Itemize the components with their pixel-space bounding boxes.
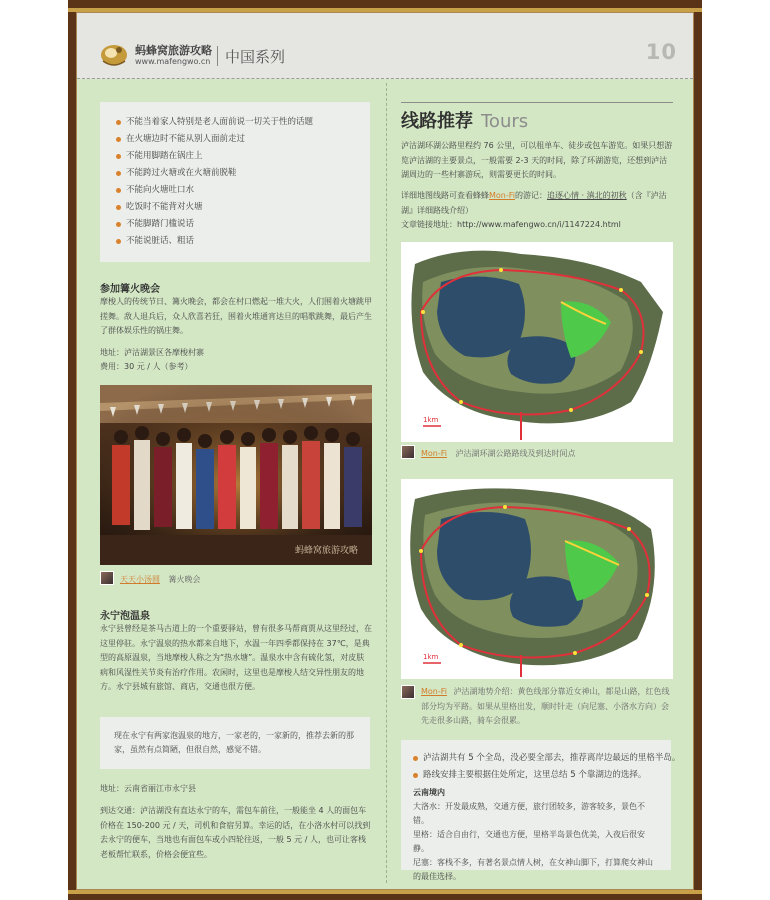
map-2-scale: 1km	[423, 653, 439, 661]
tours-link-suffix: （含『泸沽湖』详细路线介绍）	[401, 191, 667, 215]
map-1-caption-text: 泸沽湖环湖公路路线及到达时间点	[455, 449, 576, 458]
taboo-list	[116, 114, 370, 250]
hotspring-quote: 现在永宁有两家泡温泉的地方，一家老的，一家新的，推荐去新的那家，虽然有点简陋，但很自然，感觉不错。	[114, 731, 354, 754]
photo-watermark: 蚂蜂窝旅游攻略	[295, 546, 359, 556]
yunnan-title: 云南境内	[413, 788, 445, 797]
list-item: 不能向火塘吐口水	[116, 182, 370, 199]
tours-title-en: Tours	[481, 111, 529, 132]
hotspring-transport: 到达交通：泸沽湖没有直达永宁的车，需包车前往，一般能坐 4 人的面包车价格在 150-200 元 / 天，司机和食宿另算。幸运的话，在小洛水村可以找到去永宁的便车，当地也有面包车或小四轮往返，一般 5 元 / 人，也可让客栈老板帮忙联系，价格会便宜些。	[100, 806, 371, 859]
tours-intro: 泸沽湖环湖公路里程约 76 公里，可以租单车、徒步或包车游览。如果只想游览泸沽湖的主要景点，一般需要 2-3 天的时间，除了环湖游览，还想到泸沽湖周边的一些村寨游玩，则需要更长的时间。	[401, 141, 673, 179]
frame-gold-bottom	[68, 890, 702, 894]
map-2-image	[401, 479, 673, 679]
list-item: 不能说脏话、粗话	[116, 233, 370, 250]
list-item: 不能用脚踏在锅庄上	[116, 148, 370, 165]
map-1-image	[401, 242, 673, 442]
tours-title-cn: 线路推荐	[401, 111, 473, 132]
list-item: 泸沽湖共有 5 个全岛，没必要全部去，推荐离岸边最远的里格半岛。	[413, 750, 659, 767]
photo-caption-text: 篝火晚会	[168, 575, 201, 584]
hotspring-quote-box	[100, 717, 370, 769]
tours-link-prefix: 详细地图线路可查看蜂蜂	[401, 191, 489, 200]
mafengwo-logo-icon	[99, 41, 129, 67]
header-divider	[217, 46, 218, 66]
hotspring-title: 永宁泡温泉	[100, 611, 150, 622]
map-1-caption	[421, 448, 576, 459]
map-2-caption-text: 泸沽湖地势介绍：黄色线部分靠近女神山，都是山路，红色线部分均为平路。如果从里格出发，顺时针走（向尼塞、小洛水方向）会先走很多山路，骑车会很累。	[421, 687, 670, 725]
taboos-box	[100, 102, 370, 262]
tours-rule	[401, 102, 673, 103]
column-divider	[386, 83, 387, 883]
route-tips-box	[401, 740, 681, 881]
route-map-2	[401, 479, 673, 679]
avatar	[401, 445, 415, 459]
page-header	[77, 13, 693, 79]
bonfire-body: 摩梭人的传统节日、篝火晚会，都会在村口燃起一堆大火，人们围着火塘跳甲搓舞。敌人退兵后，众人欣喜若狂，围着火堆通宵达旦的唱歌跳舞，最后产生了群体娱乐性的锅庄舞。	[100, 297, 372, 335]
tours-article-url[interactable]: 文章链接地址：http://www.mafengwo.cn/i/1147224.html	[401, 220, 621, 229]
map-2-user-link[interactable]: Mon-Fi	[421, 687, 447, 696]
bonfire-title: 参加篝火晚会	[100, 284, 160, 295]
tips-list	[413, 750, 681, 784]
list-item: 不能脚踏门槛说话	[116, 216, 370, 233]
bonfire-address: 地址：泸沽湖景区各摩梭村寨	[100, 348, 204, 357]
map-1-scale: 1km	[423, 416, 439, 424]
hotspring-body: 永宁县曾经是茶马古道上的一个重要驿站，曾有很多马帮商贾从这里经过，在这里停驻。永宁温泉的热水都来自地下，水温一年四季都保持在 37℃，是典型的高原温泉，当地摩梭人称之为“热水塘”。温泉水中含有硫化氢，对皮肤病和风湿性关节炎有治疗作用。农闲时，这里也是摩梭人结交异性朋友的地方。永宁县城有旅馆、商店，交通也很方便。	[100, 624, 372, 691]
bonfire-cost: 费用：30 元 / 人（参考）	[100, 362, 193, 371]
tours-article-link[interactable]: 追逐心情 · 滇北的初秋	[547, 191, 627, 200]
avatar	[401, 685, 415, 699]
route-map-1	[401, 242, 673, 442]
list-item: 不能当着家人特别是老人面前说一切关于性的话题	[116, 114, 370, 131]
avatar	[100, 571, 114, 585]
hotspring-address: 地址：云南省丽江市永宁县	[100, 784, 196, 793]
brand-name: 蚂蜂窝旅游攻略	[135, 44, 212, 57]
page-number: 10	[645, 40, 677, 64]
list-item: 路线安排主要根据住处所定，这里总结 5 个靠湖边的选择。	[413, 767, 659, 784]
tours-title	[401, 107, 528, 133]
yunnan-item: 尼塞：客栈不多，有著名景点情人树，在女神山脚下，打算爬女神山的最佳选择。	[413, 858, 653, 881]
tours-user-link[interactable]: Mon-Fi	[489, 191, 515, 200]
list-item: 在火塘边时不能从别人面前走过	[116, 131, 370, 148]
series-title: 中国系列	[225, 48, 286, 66]
photo-caption	[120, 574, 201, 585]
brand-url: www.mafengwo.cn	[135, 57, 211, 66]
map-2-caption	[421, 685, 673, 729]
bonfire-photo-image	[100, 385, 372, 565]
map-1-user-link[interactable]: Mon-Fi	[421, 449, 447, 458]
photo-user-link[interactable]: 天天小汤圆	[120, 575, 160, 584]
list-item: 不能跨过火塘或在火塘前脱鞋	[116, 165, 370, 182]
tours-link-mid: 的游记：	[515, 191, 547, 200]
bonfire-photo	[100, 385, 372, 565]
guide-page	[76, 12, 694, 890]
yunnan-item: 里格：适合自由行，交通也方便，里格半岛景色优美，入夜后很安静。	[413, 830, 645, 853]
list-item: 吃饭时不能背对火塘	[116, 199, 370, 216]
tours-link-line	[401, 189, 673, 218]
yunnan-item: 大洛水：开发最成熟，交通方便，旅行团较多，游客较多，景色不错。	[413, 802, 645, 825]
